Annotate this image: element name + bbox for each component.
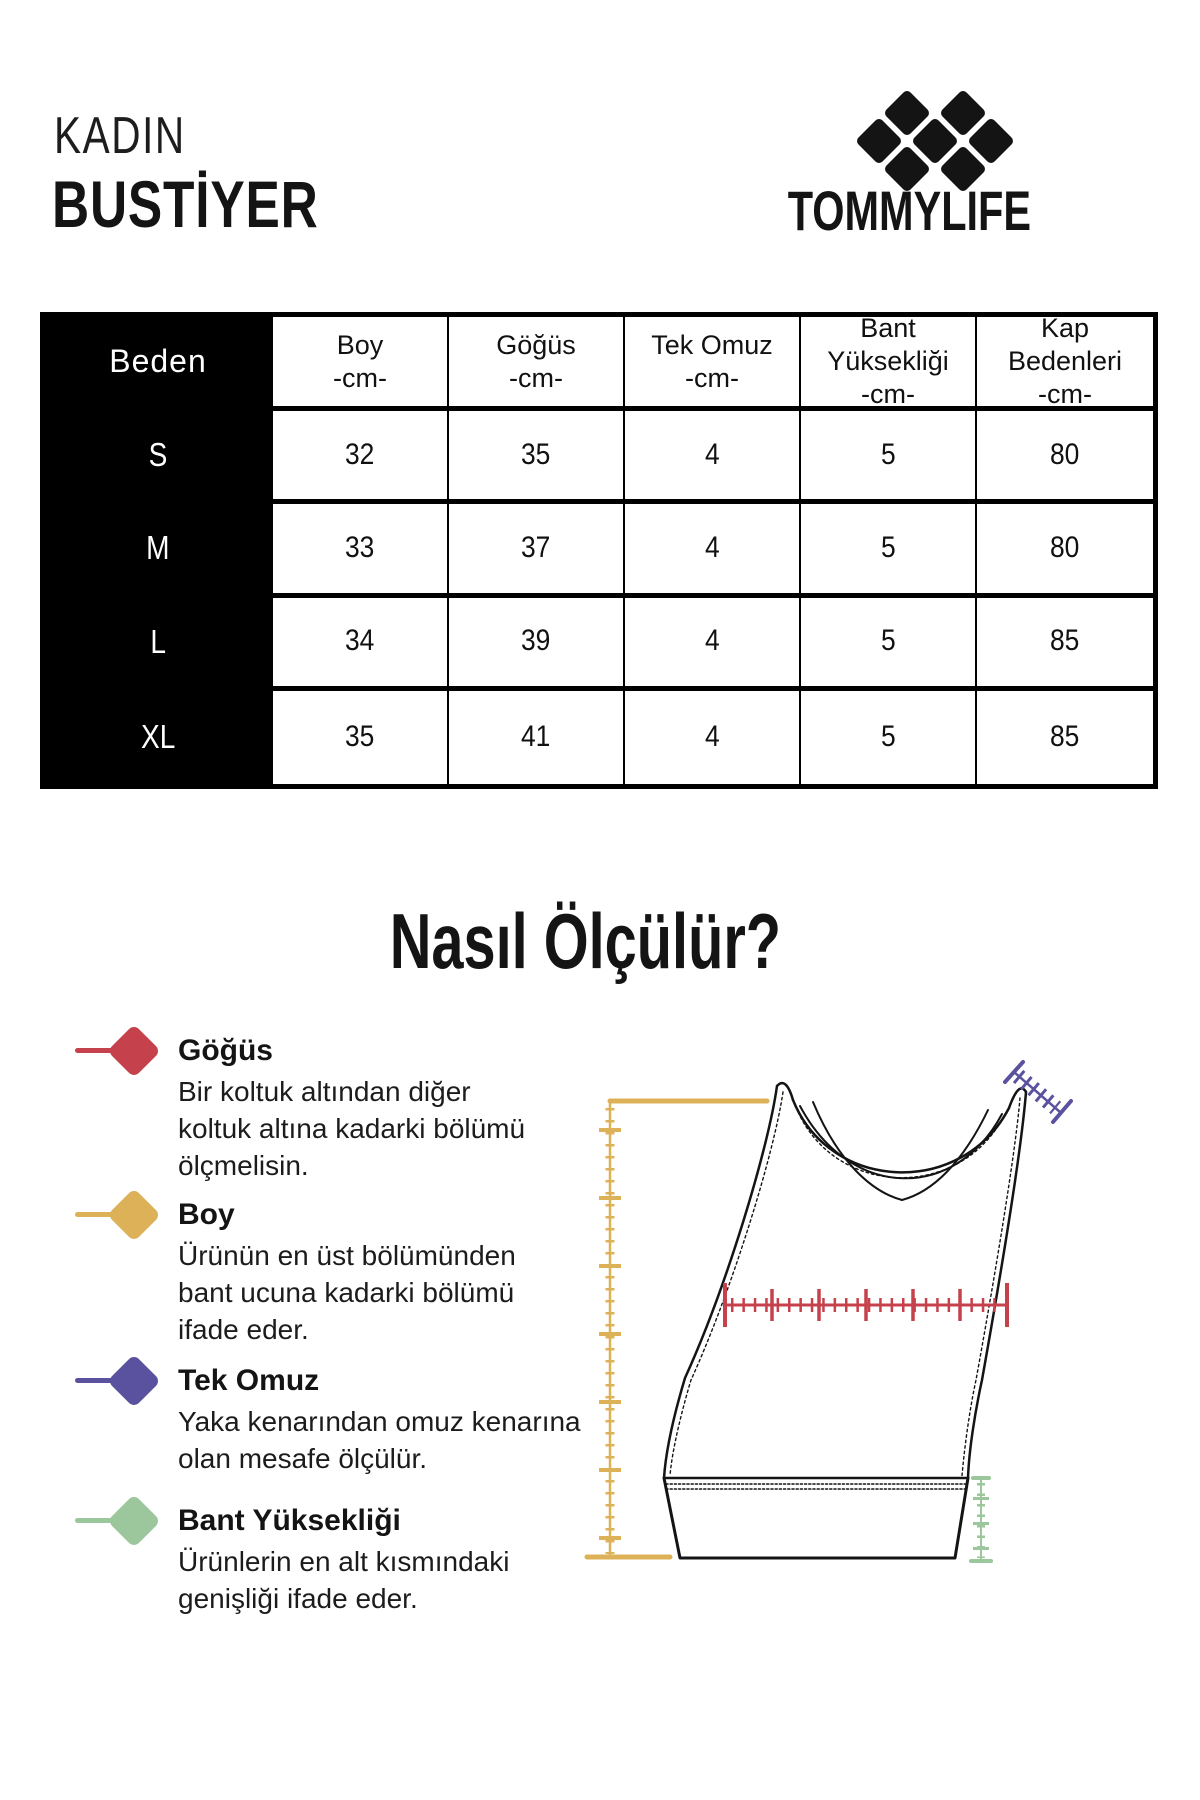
table-cell: 80 <box>977 411 1153 504</box>
category-title-text: KADIN <box>54 107 186 165</box>
column-header-gogus: Göğüs -cm- <box>449 317 625 411</box>
table-cell: 33 <box>273 504 449 597</box>
table-cell: 32 <box>273 411 449 504</box>
measure-item-gogus <box>65 1032 535 1184</box>
measure-item-title: Boy <box>178 1198 235 1231</box>
product-title <box>52 166 394 242</box>
product-title-text: BUSTİYER <box>52 167 319 241</box>
column-header-boy: Boy -cm- <box>273 317 449 411</box>
measure-item-description: Bir koltuk altından diğer koltuk altına kadarki bölümü ölçmelisin. <box>178 1076 526 1181</box>
size-table <box>40 312 1158 789</box>
measure-item-tek-omuz <box>65 1362 581 1477</box>
diamond-marker-icon <box>107 1354 161 1408</box>
table-cell: 34 <box>273 598 449 691</box>
table-cell: 5 <box>801 411 977 504</box>
measure-item-bant-yuksekligi <box>65 1502 535 1617</box>
table-cell: 41 <box>449 691 625 784</box>
table-cell: 80 <box>977 504 1153 597</box>
size-table-corner-header: Beden <box>45 317 273 411</box>
gogus-ruler <box>725 1283 1007 1327</box>
measure-item-boy <box>65 1196 535 1348</box>
table-cell: 37 <box>449 504 625 597</box>
table-cell: 5 <box>801 598 977 691</box>
table-cell: 5 <box>801 504 977 597</box>
column-header-bant-yuksekligi: Bant Yüksekliği -cm- <box>801 317 977 411</box>
category-title <box>54 106 223 166</box>
brand-name <box>745 178 1031 243</box>
size-row-label: M <box>45 504 273 597</box>
brand-name-text: TOMMYLIFE <box>787 179 1031 242</box>
garment-measure-diagram <box>530 1050 1080 1590</box>
size-row-label: L <box>45 598 273 691</box>
diamond-marker-icon <box>107 1188 161 1242</box>
how-to-measure-title: Nasıl Ölçülür? <box>389 897 781 985</box>
tek-omuz-ruler <box>1005 1062 1071 1122</box>
measure-item-description: Ürünün en üst bölümünden bant ucuna kadarki bölümü ifade eder. <box>178 1240 516 1345</box>
bant-yuksekligi-ruler <box>971 1478 991 1561</box>
measure-item-description: Yaka kenarından omuz kenarına olan mesafe ölçülür. <box>178 1406 581 1474</box>
table-cell: 39 <box>449 598 625 691</box>
size-row-label: XL <box>45 691 273 784</box>
table-cell: 35 <box>273 691 449 784</box>
measure-item-description: Ürünlerin en alt kısmındaki genişliği ifade eder. <box>178 1546 510 1614</box>
table-cell: 4 <box>625 411 801 504</box>
bustier-outline <box>664 1083 1026 1558</box>
table-cell: 4 <box>625 598 801 691</box>
table-cell: 35 <box>449 411 625 504</box>
measure-item-title: Bant Yüksekliği <box>178 1504 401 1537</box>
column-header-tek-omuz: Tek Omuz -cm- <box>625 317 801 411</box>
table-cell: 4 <box>625 504 801 597</box>
table-cell: 4 <box>625 691 801 784</box>
table-cell: 5 <box>801 691 977 784</box>
diamond-marker-icon <box>107 1024 161 1078</box>
table-cell: 85 <box>977 691 1153 784</box>
table-cell: 85 <box>977 598 1153 691</box>
diamond-marker-icon <box>107 1494 161 1548</box>
measure-item-title: Göğüs <box>178 1034 273 1067</box>
size-row-label: S <box>45 411 273 504</box>
column-header-kap-bedenleri: Kap Bedenleri -cm- <box>977 317 1153 411</box>
measure-item-title: Tek Omuz <box>178 1364 320 1397</box>
